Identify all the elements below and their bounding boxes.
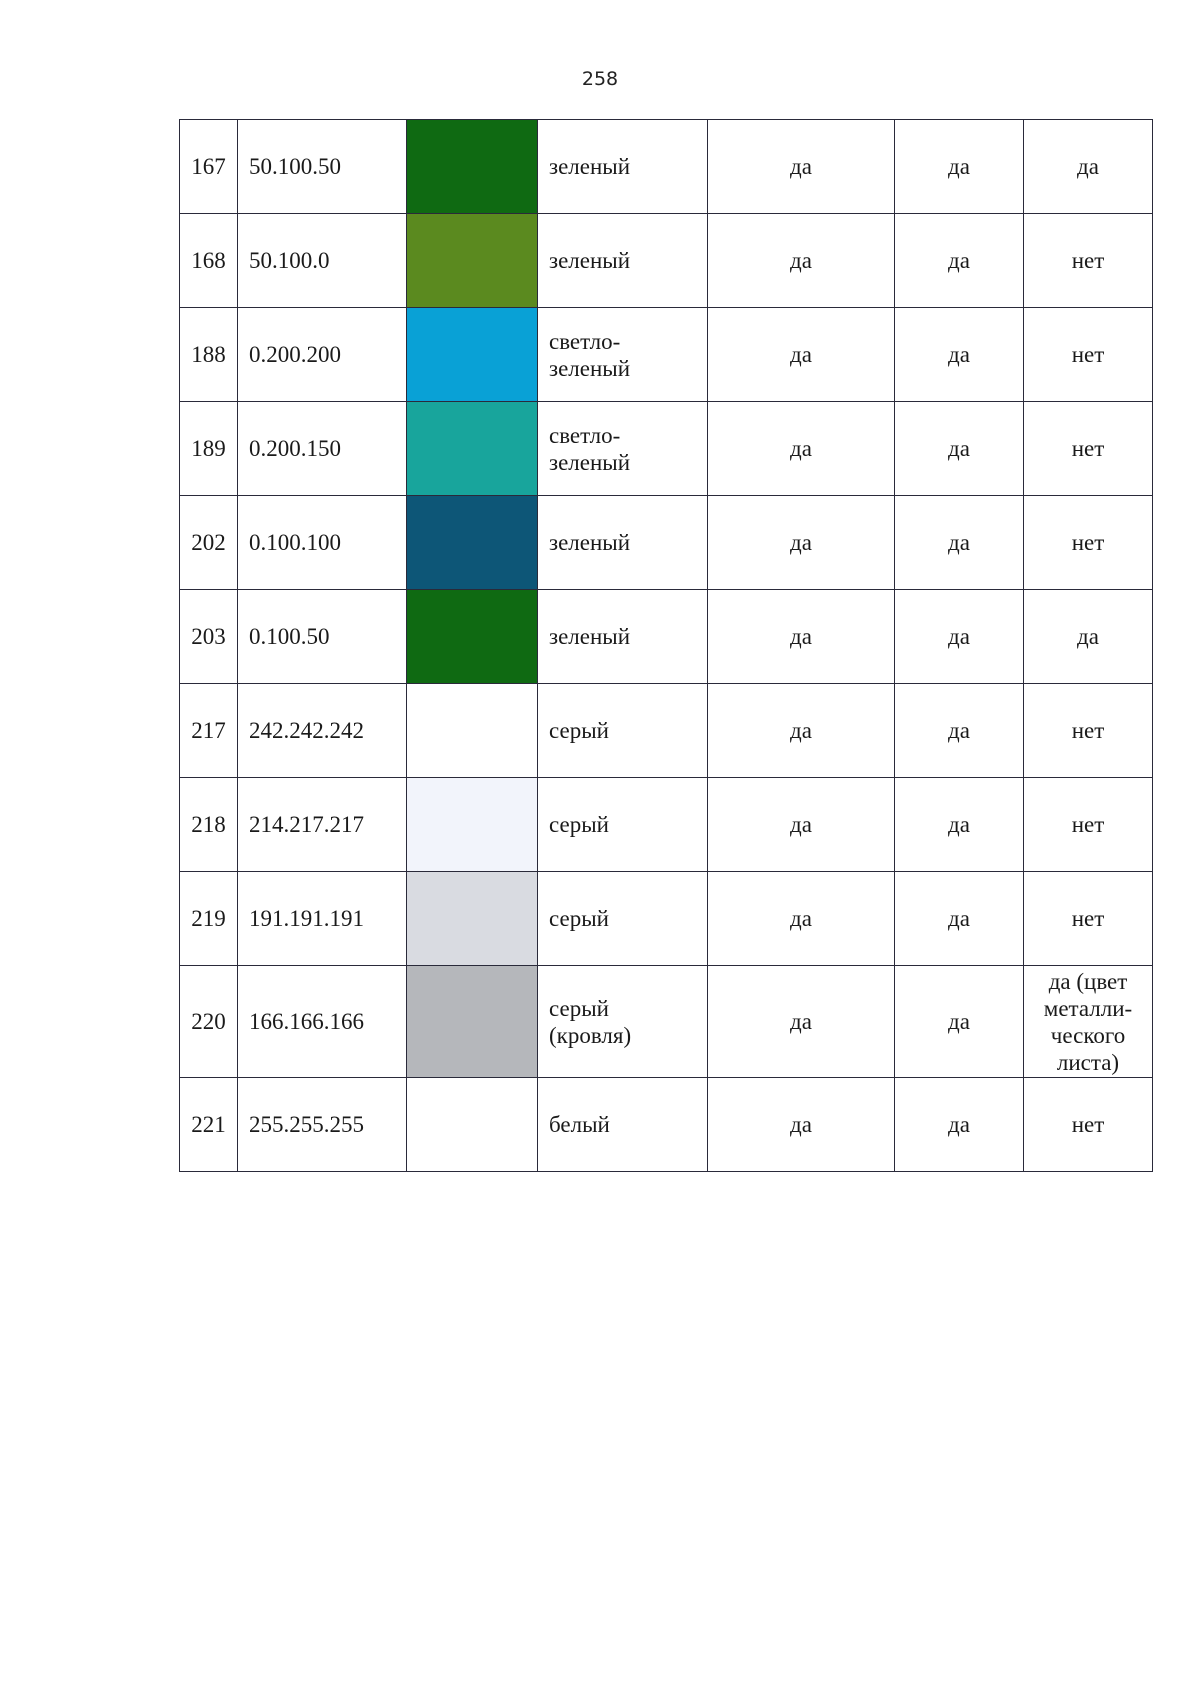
cell-col-a: да (708, 590, 895, 684)
cell-color-name: зеленый (538, 214, 708, 308)
cell-color-name: светло- зеленый (538, 402, 708, 496)
cell-swatch (407, 214, 538, 308)
color-swatch (407, 966, 537, 1077)
cell-number: 202 (180, 496, 238, 590)
cell-col-b: да (895, 684, 1024, 778)
cell-col-c: нет (1024, 214, 1153, 308)
cell-rgb: 191.191.191 (238, 872, 407, 966)
cell-swatch (407, 872, 538, 966)
cell-col-c: да (цвет металли- ческого листа) (1024, 966, 1153, 1078)
cell-col-b: да (895, 496, 1024, 590)
cell-rgb: 166.166.166 (238, 966, 407, 1078)
cell-rgb: 255.255.255 (238, 1078, 407, 1172)
cell-col-a: да (708, 496, 895, 590)
cell-number: 218 (180, 778, 238, 872)
cell-rgb: 0.100.100 (238, 496, 407, 590)
cell-col-b: да (895, 1078, 1024, 1172)
table-row (180, 402, 1153, 496)
cell-color-name: серый (кровля) (538, 966, 708, 1078)
cell-number: 188 (180, 308, 238, 402)
color-swatch (407, 684, 537, 777)
cell-col-c: да (1024, 120, 1153, 214)
cell-swatch (407, 308, 538, 402)
cell-col-a: да (708, 684, 895, 778)
cell-col-b: да (895, 966, 1024, 1078)
cell-col-b: да (895, 120, 1024, 214)
cell-col-a: да (708, 214, 895, 308)
cell-color-name: серый (538, 684, 708, 778)
cell-rgb: 0.200.200 (238, 308, 407, 402)
table-body (180, 120, 1153, 1172)
table-row (180, 872, 1153, 966)
color-swatch (407, 872, 537, 965)
cell-col-b: да (895, 214, 1024, 308)
color-swatch (407, 496, 537, 589)
page-number: 258 (581, 68, 619, 90)
cell-number: 203 (180, 590, 238, 684)
color-swatch (407, 120, 537, 213)
cell-col-c: нет (1024, 496, 1153, 590)
color-table (179, 119, 1153, 1172)
table-row (180, 966, 1153, 1078)
cell-rgb: 214.217.217 (238, 778, 407, 872)
cell-col-c: нет (1024, 778, 1153, 872)
cell-col-a: да (708, 308, 895, 402)
cell-color-name: серый (538, 778, 708, 872)
cell-number: 217 (180, 684, 238, 778)
color-swatch (407, 308, 537, 401)
color-swatch (407, 1078, 537, 1171)
cell-number: 167 (180, 120, 238, 214)
table-row (180, 496, 1153, 590)
cell-swatch (407, 120, 538, 214)
cell-color-name: зеленый (538, 496, 708, 590)
table-row (180, 1078, 1153, 1172)
cell-col-c: да (1024, 590, 1153, 684)
cell-col-a: да (708, 966, 895, 1078)
cell-color-name: зеленый (538, 120, 708, 214)
cell-swatch (407, 684, 538, 778)
cell-col-a: да (708, 1078, 895, 1172)
table-row (180, 590, 1153, 684)
cell-rgb: 242.242.242 (238, 684, 407, 778)
cell-col-a: да (708, 120, 895, 214)
table-row (180, 214, 1153, 308)
cell-col-a: да (708, 778, 895, 872)
cell-color-name: серый (538, 872, 708, 966)
table-row (180, 778, 1153, 872)
color-swatch (407, 402, 537, 495)
color-swatch (407, 214, 537, 307)
cell-col-c: нет (1024, 1078, 1153, 1172)
cell-swatch (407, 402, 538, 496)
cell-col-c: нет (1024, 308, 1153, 402)
cell-color-name: светло- зеленый (538, 308, 708, 402)
cell-col-c: нет (1024, 402, 1153, 496)
cell-color-name: белый (538, 1078, 708, 1172)
cell-col-b: да (895, 778, 1024, 872)
table-row (180, 308, 1153, 402)
cell-rgb: 0.100.50 (238, 590, 407, 684)
cell-swatch (407, 966, 538, 1078)
color-swatch (407, 590, 537, 683)
cell-number: 189 (180, 402, 238, 496)
cell-number: 220 (180, 966, 238, 1078)
cell-swatch (407, 778, 538, 872)
cell-swatch (407, 1078, 538, 1172)
color-swatch (407, 778, 537, 871)
cell-number: 168 (180, 214, 238, 308)
cell-col-b: да (895, 590, 1024, 684)
cell-col-a: да (708, 402, 895, 496)
cell-col-b: да (895, 402, 1024, 496)
cell-rgb: 0.200.150 (238, 402, 407, 496)
cell-col-b: да (895, 872, 1024, 966)
cell-swatch (407, 590, 538, 684)
table-row (180, 684, 1153, 778)
cell-rgb: 50.100.50 (238, 120, 407, 214)
cell-col-c: нет (1024, 872, 1153, 966)
cell-rgb: 50.100.0 (238, 214, 407, 308)
cell-col-c: нет (1024, 684, 1153, 778)
cell-number: 219 (180, 872, 238, 966)
cell-col-a: да (708, 872, 895, 966)
cell-swatch (407, 496, 538, 590)
cell-color-name: зеленый (538, 590, 708, 684)
table-row (180, 120, 1153, 214)
cell-col-b: да (895, 308, 1024, 402)
cell-number: 221 (180, 1078, 238, 1172)
